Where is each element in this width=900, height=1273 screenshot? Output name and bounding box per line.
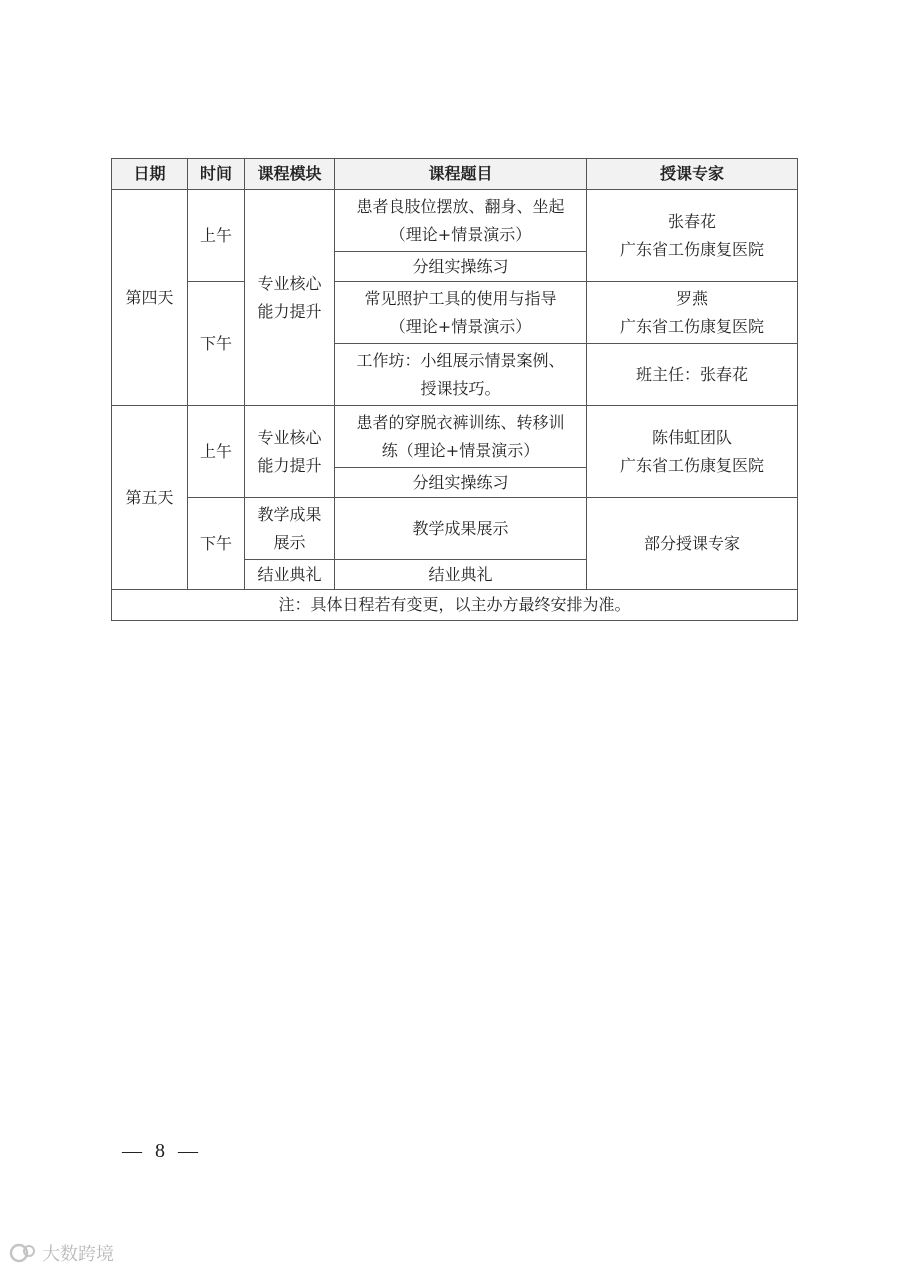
table-row <box>112 282 798 344</box>
page-number: — 8 — <box>122 1140 202 1162</box>
day4-pm-expert2-cell: 班主任：张春花 <box>587 344 798 406</box>
day5-am-module-cell: 专业核心 能力提升 <box>245 406 335 498</box>
table-row <box>112 190 798 252</box>
watermark <box>8 1240 114 1266</box>
day4-am-expert-cell: 张春花 广东省工伤康复医院 <box>587 190 798 282</box>
header-date: 日期 <box>112 159 188 190</box>
day5-date-cell: 第五天 <box>112 406 188 590</box>
day5-pm-topic2-cell: 结业典礼 <box>335 560 587 590</box>
day5-am-expert-cell: 陈伟虹团队 广东省工伤康复医院 <box>587 406 798 498</box>
day5-pm-topic1-cell: 教学成果展示 <box>335 498 587 560</box>
table-header-row <box>112 159 798 190</box>
note-row <box>112 590 798 621</box>
day5-am-topic2-cell: 分组实操练习 <box>335 468 587 498</box>
day4-pm-topic1-cell: 常见照护工具的使用与指导 （理论+情景演示） <box>335 282 587 344</box>
day5-pm-time-cell: 下午 <box>188 498 245 590</box>
day5-pm-module1-cell: 教学成果 展示 <box>245 498 335 560</box>
day5-am-time-cell: 上午 <box>188 406 245 498</box>
day4-module-cell: 专业核心 能力提升 <box>245 190 335 406</box>
watermark-text: 大数跨境 <box>42 1244 114 1265</box>
day4-pm-time-cell: 下午 <box>188 282 245 406</box>
watermark-logo-icon <box>8 1242 38 1264</box>
note-cell: 注：具体日程若有变更，以主办方最终安排为准。 <box>112 590 798 621</box>
day5-pm-module2-cell: 结业典礼 <box>245 560 335 590</box>
header-module: 课程模块 <box>245 159 335 190</box>
header-time: 时间 <box>188 159 245 190</box>
day4-am-topic1-cell: 患者良肢位摆放、翻身、坐起 （理论+情景演示） <box>335 190 587 252</box>
header-topic: 课程题目 <box>335 159 587 190</box>
day5-am-topic1-cell: 患者的穿脱衣裤训练、转移训 练（理论+情景演示） <box>335 406 587 468</box>
day4-date-cell: 第四天 <box>112 190 188 406</box>
day4-pm-expert1-cell: 罗燕 广东省工伤康复医院 <box>587 282 798 344</box>
day4-pm-topic2-cell: 工作坊：小组展示情景案例、 授课技巧。 <box>335 344 587 406</box>
day4-am-topic2-cell: 分组实操练习 <box>335 252 587 282</box>
schedule-table <box>111 158 798 621</box>
day4-am-time-cell: 上午 <box>188 190 245 282</box>
day5-pm-expert-cell: 部分授课专家 <box>587 498 798 590</box>
table-row <box>112 406 798 468</box>
header-expert: 授课专家 <box>587 159 798 190</box>
table-row <box>112 498 798 560</box>
